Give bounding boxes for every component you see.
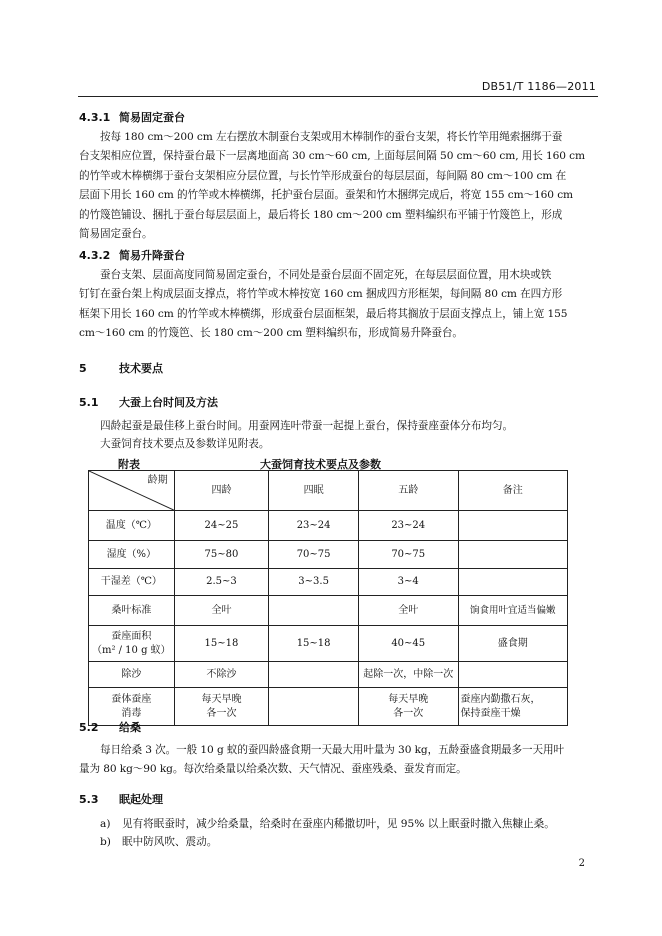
text-line: 按每 180 cm～200 cm 左右摆放木制蚕台支架或用木棒制作的蚕台支架，将长竹竿用绳索捆绑于蚕 [100, 131, 563, 143]
table-row [89, 688, 568, 726]
table-cell: 23~24 [269, 511, 359, 541]
section-heading-5-2 [79, 719, 141, 735]
table-row [89, 569, 568, 596]
list-marker: a) [100, 818, 111, 830]
table-cell [269, 688, 359, 726]
table-cell: 全叶 [358, 596, 458, 626]
table-label: 附表 [118, 458, 140, 471]
row-label: 桑叶标准 [89, 596, 175, 626]
table-cell: 起除一次，中除一次 [358, 662, 458, 688]
cell-line: 各一次 [393, 707, 424, 719]
table-cell: 24~25 [174, 511, 269, 541]
column-header: 备注 [458, 471, 567, 511]
table-cell [458, 569, 567, 596]
text-line: 蚕台支架、层面高度同简易固定蚕台，不同处是蚕台层面不固定死，在每层层面位置，用木块或铁 [100, 269, 552, 281]
column-header: 四眠 [269, 471, 359, 511]
section-number: 5 [79, 362, 87, 375]
parameter-table [88, 470, 568, 726]
list-item [100, 816, 555, 832]
section-number: 4.3.2 [79, 249, 111, 262]
table-cell: 全叶 [174, 596, 269, 626]
table-cell: 70~75 [358, 541, 458, 569]
section-number: 5.3 [79, 793, 99, 806]
table-cell [458, 688, 567, 726]
section-number: 5.2 [79, 721, 99, 734]
table-cell: 70~75 [269, 541, 359, 569]
row-label: 湿度（%） [89, 541, 175, 569]
table-cell: 不除沙 [174, 662, 269, 688]
row-label-line: 消毒 [121, 707, 142, 719]
row-label-line: （m² / 10 g 蚁） [91, 644, 171, 656]
section-heading-4-3-2 [79, 247, 185, 263]
table-cell [458, 541, 567, 569]
document-code: DB51/T 1186—2011 [481, 80, 596, 93]
text-line: 钉钉在蚕台架上构成层面支撑点，将竹竿或木棒按宽 160 cm 捆成四方形框架，每间隔 80 cm 在四方形 [79, 288, 563, 301]
table-cell: 15~18 [174, 626, 269, 662]
table-cell [269, 596, 359, 626]
table-cell: 75~80 [174, 541, 269, 569]
text-line: 每日给桑 3 次。一般 10 g 蚁的蚕四龄盛食期一天最大用叶量为 30 kg，五龄蚕盛食期最多一天用叶 [100, 744, 565, 756]
list-text: 眠中防风吹、震动。 [122, 836, 218, 848]
text-line: cm～160 cm 的竹篾笆、长 180 cm～200 cm 塑料编织布，形成简易升降蚕台。 [79, 327, 463, 340]
table-cell [458, 511, 567, 541]
paragraph-4-3-1 [79, 128, 599, 244]
section-title: 给桑 [119, 721, 141, 734]
table-cell: 2.5~3 [174, 569, 269, 596]
row-label: 干湿差（℃） [89, 569, 175, 596]
table-cell: 饷食用叶宜适当偏嫩 [458, 596, 567, 626]
section-heading-5 [79, 360, 163, 376]
paragraph-5-2 [79, 741, 599, 780]
text-line: 四龄起蚕是最佳移上蚕台时间。用蚕网连叶带蚕一起提上蚕台，保持蚕座蚕体分布均匀。 [100, 420, 514, 432]
table-row [89, 662, 568, 688]
cell-line: 每天早晚 [201, 693, 242, 705]
table-row [89, 541, 568, 569]
column-header: 四龄 [174, 471, 269, 511]
table-cell: 40~45 [358, 626, 458, 662]
table-cell [358, 688, 458, 726]
table-cell [269, 662, 359, 688]
list-text: 见有将眠蚕时，减少给桑量，给桑时在蚕座内稀撒切叶，见 95% 以上眠蚕时撒入焦糠止桑。 [122, 818, 555, 830]
text-line: 大蚕饲育技术要点及参数详见附表。 [100, 438, 270, 450]
section-title: 眠起处理 [119, 793, 163, 806]
paragraph-4-3-2 [79, 266, 599, 344]
cell-line: 每天早晚 [388, 693, 429, 705]
section-number: 5.1 [79, 396, 99, 409]
diagonal-header-cell [89, 471, 175, 511]
row-label-line: 蚕体蚕座 [111, 693, 152, 705]
corner-label: 龄期 [147, 475, 168, 486]
section-title: 技术要点 [119, 362, 163, 375]
list-item [100, 834, 217, 850]
table-cell [174, 688, 269, 726]
row-label [89, 626, 175, 662]
section-heading-4-3-1 [79, 109, 185, 125]
header-rule [78, 96, 598, 97]
table-header-row [89, 471, 568, 511]
section-heading-5-1 [79, 394, 218, 410]
text-line: 的竹竿或木棒横绑于蚕台支架相应分层位置，与长竹竿形成蚕台的每层层面，每间隔 80 cm～100 cm 在 [79, 169, 567, 182]
section-heading-5-3 [79, 791, 163, 807]
section-title: 大蚕上台时间及方法 [119, 396, 218, 409]
cell-line: 保持蚕座干燥 [460, 707, 521, 719]
table-cell: 盛食期 [458, 626, 567, 662]
text-line: 层面下用长 160 cm 的竹竿或木棒横绑，托护蚕台层面。蚕架和竹木捆绑完成后，将宽 155 cm～160 cm [79, 189, 573, 202]
section-title: 简易升降蚕台 [119, 249, 185, 262]
text-line: 简易固定蚕台。 [79, 228, 153, 241]
section-title: 简易固定蚕台 [119, 111, 185, 124]
table-row [89, 511, 568, 541]
table-cell [458, 662, 567, 688]
cell-line: 各一次 [206, 707, 237, 719]
table-cell: 23~24 [358, 511, 458, 541]
section-number: 4.3.1 [79, 111, 111, 124]
text-line: 量为 80 kg～90 kg。每次给桑量以给桑次数、天气情况、蚕座残桑、蚕发育而定。 [79, 763, 467, 776]
table-cell: 3~4 [358, 569, 458, 596]
table-title: 大蚕饲育技术要点及参数 [260, 458, 381, 471]
table-cell: 3~3.5 [269, 569, 359, 596]
text-line: 框架下用长 160 cm 的竹竿或木棒横绑，形成蚕台层面框架，最后将其搁放于层面支撑点上，铺上宽 155 [79, 307, 568, 320]
column-header: 五龄 [358, 471, 458, 511]
row-label: 温度（℃） [89, 511, 175, 541]
list-marker: b) [100, 836, 111, 848]
page-number: 2 [578, 858, 585, 869]
text-line: 台支架相应位置，保持蚕台最下一层离地面高 30 cm～60 cm, 上面每层间隔 50 cm～60 cm, 用长 160 cm [79, 150, 585, 163]
text-line: 的竹篾笆铺设、捆扎于蚕台每层层面上，最后将长 180 cm～200 cm 塑料编织布平铺于竹篾笆上，形成 [79, 208, 563, 221]
row-label-line: 蚕座面积 [111, 630, 152, 642]
table-row [89, 626, 568, 662]
row-label: 除沙 [89, 662, 175, 688]
table-row [89, 596, 568, 626]
cell-line: 蚕座内勤撒石灰， [460, 693, 541, 705]
table-cell: 15~18 [269, 626, 359, 662]
